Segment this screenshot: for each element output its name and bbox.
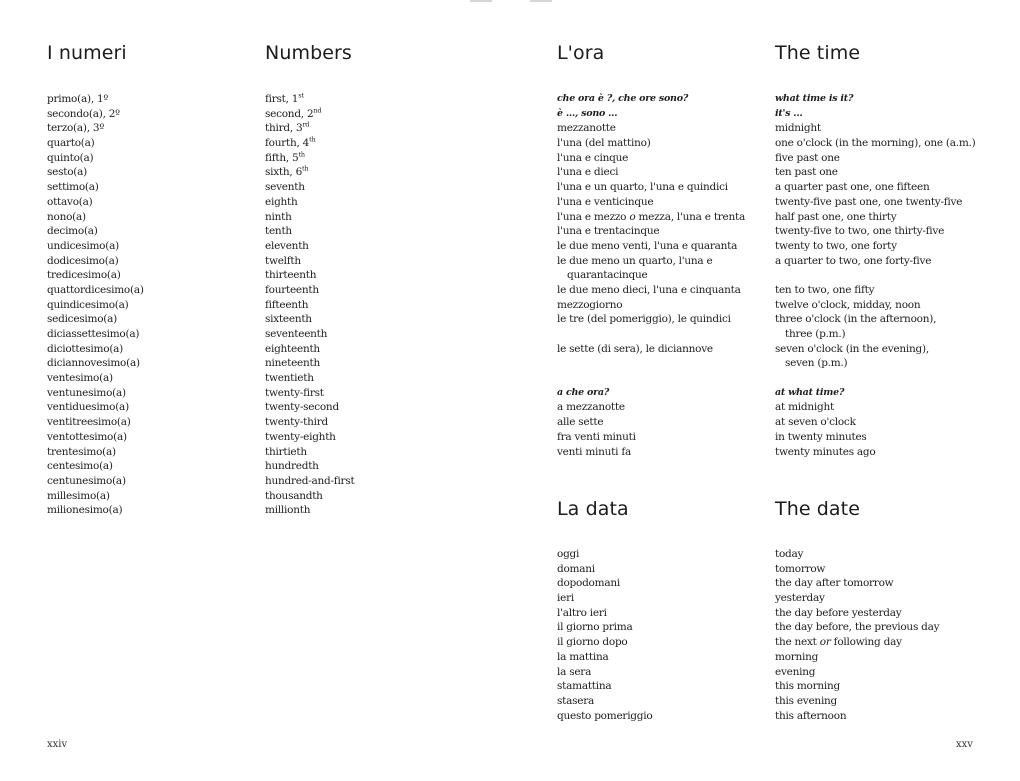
english-time-entry: [775, 430, 975, 445]
english-date-entry: [775, 606, 939, 621]
italian-date-entry: [557, 709, 652, 724]
english-number-entry: [265, 283, 354, 298]
entry-text: the day before, the previous day: [775, 621, 940, 634]
italian-time-entry: [557, 430, 745, 445]
english-date-entry: [775, 562, 939, 577]
italian-time-entry: [557, 107, 745, 122]
italian-date-entry: [557, 620, 652, 635]
english-time-entry: [775, 107, 975, 122]
italian-date-entry: [557, 635, 652, 650]
heading-la-data: La data: [557, 498, 629, 520]
english-number-entry: [265, 107, 354, 122]
entry-text: stamattina: [557, 680, 612, 693]
italian-number-entry: ventesimo(a): [47, 372, 113, 385]
entry-text: tenth: [265, 225, 292, 238]
english-time-entry: [775, 92, 975, 107]
italian-time-entry: [557, 195, 745, 210]
english-number-entry: [265, 459, 354, 474]
italian-number-entry: millesimo(a): [47, 489, 110, 502]
entry-text: le due meno dieci, l'una e cinquanta: [557, 283, 741, 296]
entry-text: l'una e cinque: [557, 151, 629, 164]
entry-text: eighth: [265, 195, 298, 208]
heading-the-time: The time: [775, 42, 861, 64]
italian-number-entry: terzo(a), 3º: [47, 122, 105, 135]
italian-date-entry: [557, 694, 652, 709]
italian-number-entry: secondo(a), 2º: [47, 107, 120, 120]
heading-numbers: Numbers: [265, 42, 352, 64]
entry-text: tomorrow: [775, 562, 826, 575]
english-date-entry: [775, 547, 939, 562]
english-time-list: [775, 92, 975, 459]
entry-text: hundredth: [265, 460, 319, 473]
entry-text: three (p.m.): [785, 328, 846, 340]
entry-text: stasera: [557, 694, 594, 707]
entry-text: sixteenth: [265, 313, 312, 326]
entry-text: twenty-third: [265, 416, 328, 429]
english-date-entry: [775, 635, 939, 650]
entry-text: at midnight: [775, 401, 834, 414]
italian-time-entry: [557, 239, 745, 254]
english-number-entry: [265, 151, 354, 166]
entry-text: evening: [775, 665, 816, 678]
italian-number-entry: tredicesimo(a): [47, 269, 121, 282]
english-date-entry: [775, 679, 939, 694]
entry-text: at seven o'clock: [775, 416, 856, 429]
blank-line: [775, 268, 975, 283]
italian-time-entry: [557, 342, 745, 357]
english-date-entry: [775, 591, 939, 606]
entry-text: morning: [775, 650, 819, 663]
entry-text: thirteenth: [265, 269, 317, 282]
english-number-entry: [265, 136, 354, 151]
entry-text: today: [775, 548, 804, 560]
entry-text: mezzanotte: [557, 122, 616, 135]
entry-text: che ora è ?, che ore sono?: [557, 93, 689, 104]
italian-time-entry: [557, 136, 745, 151]
entry-text: venti minuti fa: [557, 445, 631, 458]
entry-text: seventh: [265, 181, 305, 194]
italian-number-entry: sedicesimo(a): [47, 313, 118, 326]
entry-text: le sette (di sera), le diciannove: [557, 342, 713, 355]
entry-text: eighteenth: [265, 342, 320, 355]
english-number-entry: [265, 356, 354, 371]
italian-date-entry: [557, 679, 652, 694]
blank-line: [775, 371, 975, 386]
english-number-entry: [265, 503, 354, 518]
english-date-entry: [775, 694, 939, 709]
entry-text: thirtieth: [265, 445, 307, 458]
italian-time-entry: [557, 268, 745, 283]
english-numbers-list: [265, 92, 354, 518]
entry-text: oggi: [557, 548, 580, 560]
italian-time-entry: [557, 386, 745, 401]
ordinal-suffix: rd: [302, 120, 310, 129]
italian-time-entry: [557, 298, 745, 313]
english-number-entry: [265, 400, 354, 415]
entry-text: fifth, 5: [265, 151, 299, 164]
entry-text: twenty-first: [265, 386, 324, 399]
italian-time-entry: [557, 283, 745, 298]
english-time-entry: [775, 445, 975, 460]
english-number-entry: [265, 224, 354, 239]
english-number-entry: [265, 489, 354, 504]
english-time-entry: [775, 283, 975, 298]
italian-time-entry: [557, 224, 745, 239]
english-time-entry: [775, 136, 975, 151]
italian-time-entry: [557, 180, 745, 195]
entry-text: è ..., sono ...: [557, 107, 618, 119]
top-crop-mark-left: [470, 0, 492, 2]
entry-text: mezza, l'una e trenta: [635, 210, 746, 223]
entry-text: ninth: [265, 210, 292, 223]
english-number-entry: [265, 415, 354, 430]
english-number-entry: [265, 430, 354, 445]
english-time-entry: [775, 195, 975, 210]
english-time-entry: [775, 180, 975, 195]
entry-text: millionth: [265, 504, 311, 517]
italian-time-entry: [557, 165, 745, 180]
english-date-list: [775, 547, 939, 723]
entry-text: l'una e mezzo: [557, 210, 630, 223]
italian-number-entry: centunesimo(a): [47, 474, 126, 487]
italian-number-entry: ventunesimo(a): [47, 386, 126, 399]
italian-date-entry: [557, 591, 652, 606]
entry-text: fifteenth: [265, 298, 309, 311]
italian-date-entry: [557, 562, 652, 577]
entry-text: half past one, one thirty: [775, 210, 897, 223]
entry-text: fourth, 4: [265, 137, 310, 150]
entry-text: thousandth: [265, 489, 323, 502]
italian-number-entry: ottavo(a): [47, 195, 93, 208]
english-date-entry: [775, 650, 939, 665]
entry-text: ieri: [557, 592, 574, 605]
entry-text: domani: [557, 562, 595, 575]
italian-number-entry: trentesimo(a): [47, 445, 116, 458]
italian-number-entry: diciassettesimo(a): [47, 328, 140, 340]
english-number-entry: [265, 342, 354, 357]
italian-number-entry: milionesimo(a): [47, 504, 123, 517]
entry-text: it's ...: [775, 107, 803, 119]
entry-text: seven (p.m.): [785, 357, 848, 370]
italian-time-entry: [557, 121, 745, 136]
english-time-entry: [775, 400, 975, 415]
entry-text: three o'clock (in the afternoon),: [775, 313, 937, 326]
italian-number-entry: undicesimo(a): [47, 239, 119, 252]
italian-number-entry: quarto(a): [47, 137, 95, 150]
english-date-entry: [775, 665, 939, 680]
heading-l-ora: L'ora: [557, 42, 605, 64]
entry-text: le tre (del pomeriggio), le quindici: [557, 313, 731, 326]
entry-text: the next: [775, 636, 820, 649]
italian-number-entry: quinto(a): [47, 151, 94, 164]
entry-text: l'una e venticinque: [557, 195, 654, 208]
entry-text: a quarter past one, one fifteen: [775, 181, 930, 194]
entry-text: a mezzanotte: [557, 401, 625, 414]
english-time-entry: [775, 210, 975, 225]
english-time-entry: [775, 415, 975, 430]
italian-date-list: [557, 547, 652, 723]
entry-text: il giorno prima: [557, 621, 633, 634]
italian-date-entry: [557, 576, 652, 591]
entry-text: mezzogiorno: [557, 298, 623, 311]
entry-text: la mattina: [557, 650, 609, 663]
entry-text: quarantacinque: [567, 269, 648, 282]
italian-time-entry: [557, 151, 745, 166]
entry-text: a che ora?: [557, 386, 610, 398]
ordinal-suffix: st: [298, 91, 304, 100]
entry-text: second, 2: [265, 107, 314, 120]
english-number-entry: [265, 92, 354, 107]
italian-time-entry: [557, 254, 745, 269]
english-time-entry: [775, 327, 975, 342]
italian-number-entry: ventitreesimo(a): [47, 416, 131, 429]
ordinal-suffix: th: [309, 135, 316, 144]
top-crop-mark-right: [530, 0, 552, 2]
entry-text: l'una e un quarto, l'una e quindici: [557, 181, 728, 194]
english-time-entry: [775, 342, 975, 357]
entry-text: eleventh: [265, 239, 309, 252]
heading-i-numeri: I numeri: [47, 42, 127, 64]
italian-number-entry: quattordicesimo(a): [47, 283, 144, 296]
english-number-entry: [265, 195, 354, 210]
entry-text: dopodomani: [557, 577, 620, 590]
blank-line: [557, 371, 745, 386]
english-time-entry: [775, 165, 975, 180]
italian-date-entry: [557, 547, 652, 562]
english-time-entry: [775, 298, 975, 313]
english-number-entry: [265, 371, 354, 386]
english-number-entry: [265, 268, 354, 283]
english-time-entry: [775, 224, 975, 239]
entry-text: twenty minutes ago: [775, 445, 876, 458]
entry-text: fourteenth: [265, 283, 319, 296]
italian-date-entry: [557, 650, 652, 665]
entry-text: l'una (del mattino): [557, 137, 651, 150]
entry-text: this afternoon: [775, 709, 847, 722]
entry-text: midnight: [775, 122, 821, 135]
entry-text: le due meno venti, l'una e quaranta: [557, 239, 738, 252]
entry-text: ten past one: [775, 166, 838, 179]
entry-text: a quarter to two, one forty-five: [775, 254, 932, 267]
entry-text: this morning: [775, 680, 840, 693]
italian-number-entry: ventottesimo(a): [47, 430, 127, 443]
or-conjunction: o: [629, 210, 636, 223]
italian-number-entry: dodicesimo(a): [47, 254, 119, 267]
entry-text: ten to two, one fifty: [775, 283, 875, 296]
entry-text: hundred-and-first: [265, 474, 355, 487]
english-number-entry: [265, 327, 354, 342]
italian-time-entry: [557, 312, 745, 327]
english-number-entry: [265, 254, 354, 269]
english-time-entry: [775, 386, 975, 401]
entry-text: the day after tomorrow: [775, 577, 894, 590]
english-time-entry: [775, 121, 975, 136]
entry-text: l'una e dieci: [557, 166, 619, 179]
english-date-entry: [775, 709, 939, 724]
entry-text: first, 1: [265, 93, 299, 105]
italian-time-entry: [557, 400, 745, 415]
italian-date-entry: [557, 606, 652, 621]
italian-number-entry: decimo(a): [47, 225, 98, 238]
english-number-entry: [265, 121, 354, 136]
italian-number-entry: ventiduesimo(a): [47, 401, 129, 414]
english-date-entry: [775, 576, 939, 591]
entry-text: fra venti minuti: [557, 430, 636, 443]
entry-text: nineteenth: [265, 357, 320, 370]
entry-text: following day: [830, 636, 902, 649]
italian-time-entry: [557, 92, 745, 107]
ordinal-suffix: nd: [313, 106, 322, 115]
english-number-entry: [265, 386, 354, 401]
italian-number-entry: sesto(a): [47, 166, 87, 179]
entry-text: five past one: [775, 151, 840, 164]
english-number-entry: [265, 165, 354, 180]
italian-number-entry: quindicesimo(a): [47, 298, 129, 311]
english-number-entry: [265, 180, 354, 195]
entry-text: questo pomeriggio: [557, 709, 653, 722]
entry-text: l'altro ieri: [557, 606, 607, 619]
entry-text: twelve o'clock, midday, noon: [775, 298, 921, 311]
entry-text: what time is it?: [775, 93, 854, 104]
entry-text: seven o'clock (in the evening),: [775, 342, 929, 355]
entry-text: twenty-second: [265, 401, 339, 414]
english-time-entry: [775, 356, 975, 371]
entry-text: twelfth: [265, 254, 301, 267]
entry-text: twenty-eighth: [265, 430, 336, 443]
english-number-entry: [265, 298, 354, 313]
english-date-entry: [775, 620, 939, 635]
english-number-entry: [265, 445, 354, 460]
page-number-right: xxv: [956, 739, 973, 750]
entry-text: at what time?: [775, 386, 845, 398]
entry-text: seventeenth: [265, 328, 328, 340]
entry-text: yesterday: [775, 592, 825, 605]
italian-numbers-list: [47, 92, 144, 518]
italian-number-entry: primo(a), 1º: [47, 93, 109, 105]
entry-text: il giorno dopo: [557, 636, 628, 649]
english-number-entry: [265, 239, 354, 254]
entry-text: the day before yesterday: [775, 606, 902, 619]
entry-text: l'una e trentacinque: [557, 225, 660, 238]
english-time-entry: [775, 151, 975, 166]
english-time-entry: [775, 312, 975, 327]
english-number-entry: [265, 474, 354, 489]
heading-the-date: The date: [775, 498, 861, 520]
ordinal-suffix: th: [302, 164, 309, 173]
italian-time-entry: [557, 445, 745, 460]
entry-text: third, 3: [265, 122, 303, 135]
entry-text: twenty to two, one forty: [775, 239, 897, 252]
english-time-entry: [775, 254, 975, 269]
italian-time-list: [557, 92, 745, 459]
page-number-left: xxiv: [47, 739, 68, 750]
entry-text: le due meno un quarto, l'una e: [557, 254, 713, 267]
entry-text: twentieth: [265, 372, 314, 385]
or-conjunction: or: [819, 636, 831, 649]
entry-text: one o'clock (in the morning), one (a.m.): [775, 137, 976, 150]
italian-number-entry: settimo(a): [47, 181, 99, 194]
italian-date-entry: [557, 665, 652, 680]
italian-number-entry: centesimo(a): [47, 460, 113, 473]
italian-number-entry: diciannovesimo(a): [47, 357, 140, 370]
entry-text: twenty-five to two, one thirty-five: [775, 225, 945, 238]
ordinal-suffix: th: [298, 150, 305, 159]
entry-text: twenty-five past one, one twenty-five: [775, 195, 963, 208]
english-time-entry: [775, 239, 975, 254]
english-number-entry: [265, 312, 354, 327]
italian-number-entry: diciottesimo(a): [47, 342, 124, 355]
entry-text: in twenty minutes: [775, 430, 867, 443]
entry-text: this evening: [775, 694, 838, 707]
italian-number-entry: nono(a): [47, 210, 86, 223]
entry-text: la sera: [557, 665, 592, 678]
italian-time-entry: [557, 415, 745, 430]
entry-text: alle sette: [557, 416, 604, 429]
entry-text: sixth, 6: [265, 166, 303, 179]
blank-line: [557, 356, 745, 371]
blank-line: [557, 327, 745, 342]
italian-time-entry: [557, 210, 745, 225]
english-number-entry: [265, 210, 354, 225]
